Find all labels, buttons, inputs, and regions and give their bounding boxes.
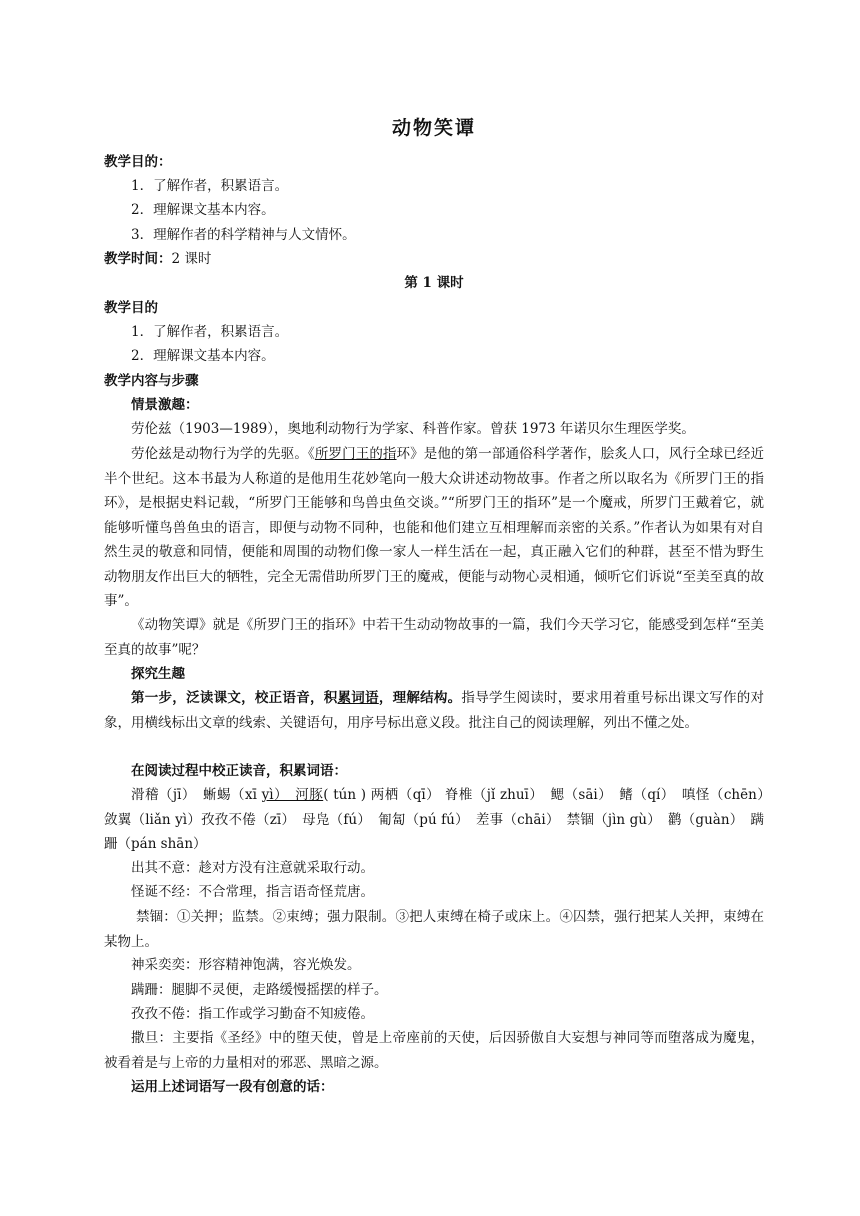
- teaching-time-value: 2 课时: [171, 251, 212, 267]
- goals-heading: 教学目的：: [104, 154, 172, 170]
- definition: 蹒跚：腿脚不灵便，走路缓慢摇摆的样子。: [131, 982, 388, 998]
- intro-text: 劳伦兹是动物行为学的先驱。《: [131, 446, 315, 462]
- lesson-goal-item: 1．了解作者，积累语言。: [131, 324, 289, 340]
- intro-paragraph-2: [104, 442, 764, 614]
- goal-item: 2．理解课文基本内容。: [131, 202, 275, 218]
- explore-heading: 探究生趣: [131, 666, 185, 682]
- teaching-time: [104, 247, 764, 271]
- definition-jingu: 禁锢：①关押；监禁。②束缚；强力限制。③把人束缚在椅子或床上。④囚禁，强行把某人关押，束缚在某物上。: [104, 909, 764, 950]
- vocab-heading: 在阅读过程中校正读音，积累词语：: [131, 763, 347, 779]
- teaching-time-label: 教学时间：: [104, 251, 172, 267]
- step1-text: 指导学生阅读时，要求用着重号标出课文写作的对象，用横线标出文章的线索、关键语句，用序号标出意义段。批注自己的阅读理解，列出不懂之处。: [104, 690, 765, 731]
- pinyin-underlined: yì） 河豚: [261, 787, 324, 803]
- content-heading: 教学内容与步骤: [104, 373, 199, 389]
- pinyin-list: [104, 783, 778, 857]
- definition-satan: 撒旦：主要指《圣经》中的堕天使，曾是上帝座前的天使，后因骄傲自大妄想与神同等而堕落成为魔鬼，被看着是与上帝的力量相对的邪恶、黑暗之源。: [104, 1030, 764, 1071]
- definition: 神采奕奕：形容精神饱满，容光焕发。: [131, 957, 361, 973]
- pinyin-text: 滑稽（jī） 蜥蜴（xī: [131, 787, 262, 803]
- book-title: 所罗门王的指: [314, 446, 397, 462]
- intro-paragraph-3: 《动物笑谭》就是《所罗门王的指环》中若干生动动物故事的一篇，我们今天学习它，能感受到怎样“至美至真的故事”呢？: [104, 617, 764, 658]
- step1-bold: ，理解结构。: [378, 690, 462, 706]
- step1-paragraph: [104, 686, 764, 735]
- step1-bold: 第一步，泛读课文，校正语音，积: [131, 690, 338, 706]
- step1-bold-underlined: 累词语: [337, 690, 379, 706]
- lesson-heading: 第 1 课时: [404, 275, 464, 291]
- lesson-goals-heading: 教学目的: [104, 300, 158, 316]
- definition: 怪诞不经：不合常理，指言语奇怪荒唐。: [131, 884, 374, 900]
- goal-item: 3．理解作者的科学精神与人文情怀。: [131, 227, 356, 243]
- document-title: 动物笑谭: [391, 117, 476, 139]
- lesson-goal-item: 2．理解课文基本内容。: [131, 348, 275, 364]
- pinyin-text: ( tún ) 两栖（qī） 脊椎（jǐ zhuī） 鳃（sāi） 鳍（qí） 嗔怪（chēn） 敛翼（liǎn yì）孜孜不倦（zī） 母凫（fú） 匍匐（pú fú） 差事（chāi） 禁锢（jìn gù） 鹳（guàn） 蹒跚（pán shān）: [104, 787, 778, 852]
- intro-heading: 情景激趣：: [131, 397, 199, 413]
- definition: 出其不意：趁对方没有注意就采取行动。: [131, 860, 374, 876]
- task-heading: 运用上述词语写一段有创意的话：: [131, 1079, 334, 1095]
- definition: 孜孜不倦：指工作或学习勤奋不知疲倦。: [131, 1006, 374, 1022]
- intro-text: 环》是他的第一部通俗科学著作，脍炙人口，风行全球已经近半个世纪。这本书最为人称道的是他用生花妙笔向一般大众讲述动物故事。作者之所以取名为《所罗门王的指环》，是根据史料记载，“所罗门王能够和鸟兽虫鱼交谈。”“所罗门王的指环”是一个魔戒，所罗门王戴着它，就能够听懂鸟兽鱼虫的语言，即便与动物不同种，也能和他们建立互相理解而亲密的关系。”作者认为如果有对自然生灵的敬意和同情，便能和周围的动物们像一家人一样生活在一起，真正融入它们的种群，甚至不惜为野生动物朋友作出巨大的牺牲，完全无需借助所罗门王的魔戒，便能与动物心灵相通，倾听它们诉说“至美至真的故事”。: [104, 446, 765, 609]
- goal-item: 1．了解作者，积累语言。: [131, 178, 289, 194]
- intro-paragraph-1: 劳伦兹（1903—1989），奥地利动物行为学家、科普作家。曾获 1973 年诺贝尔生理医学奖。: [131, 421, 695, 437]
